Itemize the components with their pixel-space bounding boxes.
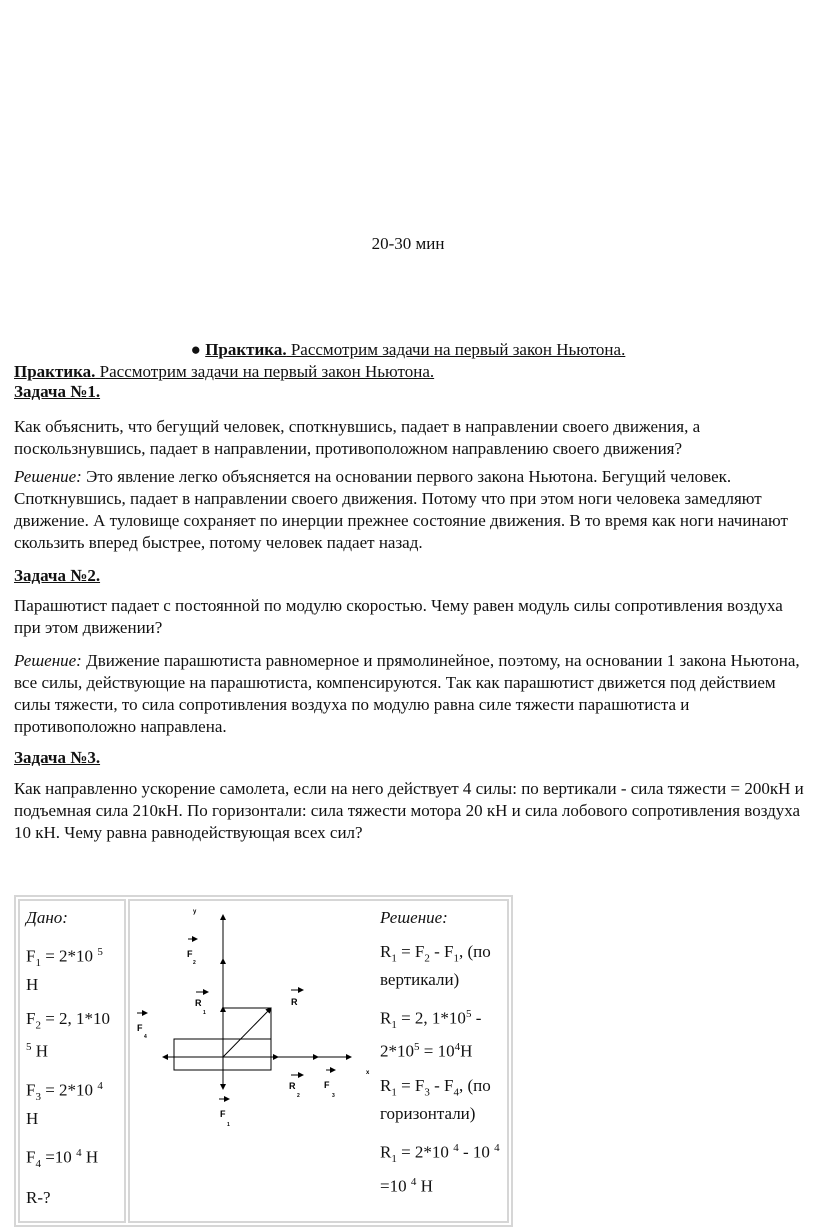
- x-axis-label: x: [366, 1070, 370, 1076]
- label-r1: [195, 992, 208, 1016]
- label-f2: [187, 939, 197, 966]
- given-cell: [18, 899, 126, 1223]
- label-r: [291, 990, 303, 1007]
- svg-text:2: 2: [297, 1093, 300, 1099]
- label-r2: [289, 1075, 303, 1099]
- given-f4: $F_4 =10$ $^4$ Н: [26, 1147, 99, 1171]
- practice-heading: Практика. Рассмотрим задачи на первый закон Ньютона.: [14, 362, 435, 381]
- solution-line2: $R_1 = 2$, $1*10^5 - 2*10^5 = 10^4Н$: [380, 1008, 482, 1062]
- task1-solution: Решение: Это явление легко объясняется на основании первого закона Ньютона. Бегущий человек. Споткнувшись, падает в направлении своего движения. Потому что при этом ноги человека замедляют движение. А туловище сохраняет по инерции прежнее состояние движения. В то время как ноги начинают скользить вперед быстрее, потому человек падает назад.: [14, 467, 788, 552]
- given-f2: $F_2 = 2$, 1*10 $^5$ Н: [26, 1009, 111, 1062]
- task3-title: Задача №3.: [14, 748, 101, 767]
- given-label: Дано:: [26, 908, 68, 927]
- label-f3: [324, 1070, 335, 1099]
- solution-line4: $R_1 = 2*10$ $^4$ - 10 $^4$ =10 $^4$ Н: [380, 1142, 500, 1196]
- svg-text:F: F: [324, 1080, 330, 1090]
- svg-text:R: R: [291, 997, 298, 1007]
- task2-question: Парашютист падает с постоянной по модулю скоростью. Чему равен модуль силы сопротивления воздуха при этом движении?: [14, 596, 783, 637]
- svg-text:3: 3: [332, 1093, 335, 1099]
- bullet-heading: ● Практика. Рассмотрим задачи на первый закон Ньютона.: [190, 340, 626, 359]
- task1-title: Задача №1.: [14, 382, 101, 401]
- duration-text: 20-30 мин: [371, 234, 445, 253]
- solution-line1: $R_1 = F_2 - F_1$, (по вертикали): [380, 942, 491, 990]
- svg-text:4: 4: [144, 1034, 147, 1040]
- svg-text:F: F: [187, 949, 193, 959]
- resultant-parallelogram: [223, 1008, 271, 1039]
- task2-solution: Решение: Движение парашютиста равномерное и прямолинейное, поэтому, на основании 1 закона Ньютона, все силы, действующие на парашютиста, компенсируются. Так как парашютист движется под действием силы тяжести, то сила сопротивления воздуха по модулю равна силе тяжести парашютиста и противоположно направлена.: [14, 651, 800, 736]
- svg-text:F: F: [220, 1109, 226, 1119]
- label-f4: [137, 1013, 147, 1040]
- force-diagram: [125, 897, 370, 1172]
- bullet-icon: ●: [190, 340, 206, 359]
- svg-text:F: F: [137, 1023, 143, 1033]
- given-f3: $F_3 = 2*10$ $^4$ Н: [26, 1080, 103, 1129]
- svg-text:1: 1: [227, 1122, 230, 1128]
- resultant-vector: [223, 1008, 271, 1057]
- task2-title: Задача №2.: [14, 566, 101, 585]
- svg-text:R: R: [195, 998, 202, 1008]
- given-f1: $F_1 = 2*10$ $^5$ Н: [26, 946, 103, 995]
- solution-label: Решение:: [380, 908, 448, 927]
- given-find: R-?: [26, 1188, 51, 1208]
- svg-text:R: R: [289, 1081, 296, 1091]
- label-f1: [219, 1099, 230, 1128]
- y-axis-label: y: [193, 909, 197, 915]
- task3-question: Как направленно ускорение самолета, если на него действует 4 силы: по вертикали - сила тяжести = 200кН и подъемная сила 210кН. По горизонтали: сила тяжести мотора 20 кН и сила лобового сопротивления воздуха 10 кН. Чему равна равнодействующая всех сил?: [14, 779, 804, 842]
- solution-block: [380, 907, 518, 1209]
- solution-line3: $R_1 = F_3 - F_4$, (по горизонтали): [380, 1076, 491, 1124]
- task1-question: Как объяснить, что бегущий человек, споткнувшись, падает в направлении своего движения, а поскользнувшись, падает в направлении, противоположном направлению своего движения?: [14, 417, 701, 458]
- svg-text:2: 2: [193, 960, 196, 966]
- svg-text:1: 1: [203, 1010, 206, 1016]
